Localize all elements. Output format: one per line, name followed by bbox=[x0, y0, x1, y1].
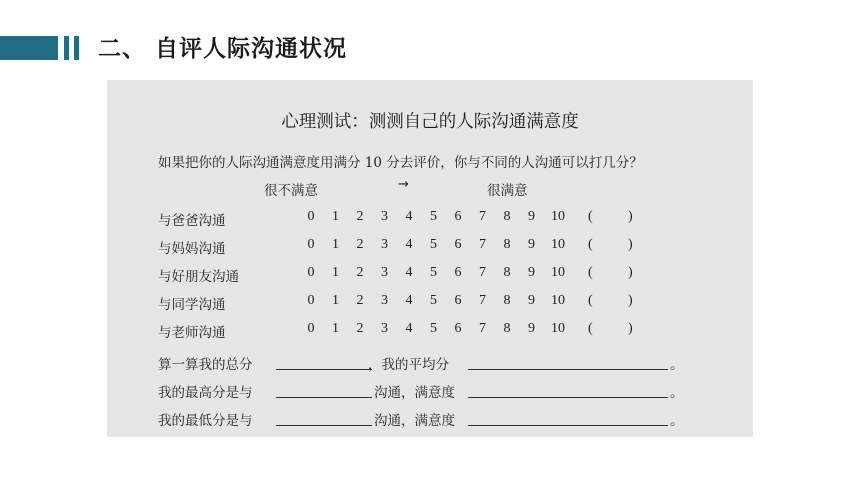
row-label: 与老师沟通 bbox=[158, 325, 226, 341]
score-option[interactable]: 1 bbox=[332, 293, 339, 308]
score-option[interactable]: 1 bbox=[332, 209, 339, 224]
score-option[interactable]: 6 bbox=[454, 321, 462, 336]
score-option[interactable]: 3 bbox=[381, 209, 388, 224]
score-option[interactable]: 1 bbox=[332, 321, 339, 336]
score-option[interactable]: 3 bbox=[381, 293, 388, 308]
score-option[interactable]: 9 bbox=[528, 209, 535, 224]
row-label: 与好朋友沟通 bbox=[158, 269, 239, 285]
header-accent-bar bbox=[0, 36, 58, 60]
score-option[interactable]: 10 bbox=[551, 237, 565, 252]
answer-paren-close: ) bbox=[628, 265, 633, 280]
average-label: ，我的平均分 bbox=[368, 357, 449, 373]
score-option[interactable]: 5 bbox=[430, 293, 437, 308]
score-option[interactable]: 6 bbox=[454, 237, 462, 252]
score-option[interactable]: 0 bbox=[307, 265, 315, 280]
score-option[interactable]: 6 bbox=[454, 293, 462, 308]
quiz-card bbox=[107, 80, 753, 437]
satisfaction-label: 沟通，满意度 bbox=[374, 413, 455, 429]
score-option[interactable]: 9 bbox=[528, 321, 535, 336]
score-option[interactable]: 7 bbox=[479, 265, 486, 280]
row-label: 与同学沟通 bbox=[158, 297, 226, 313]
score-option[interactable]: 4 bbox=[405, 265, 413, 280]
score-option[interactable]: 0 bbox=[307, 293, 315, 308]
scale-high-label: 很满意 bbox=[487, 183, 528, 199]
score-option[interactable]: 0 bbox=[307, 209, 315, 224]
score-option[interactable]: 5 bbox=[430, 209, 437, 224]
score-option[interactable]: 9 bbox=[528, 237, 535, 252]
score-option[interactable]: 7 bbox=[479, 237, 486, 252]
answer-paren-open: ( bbox=[588, 321, 593, 336]
lowest-satisfaction-blank[interactable] bbox=[468, 425, 668, 426]
score-option[interactable]: 8 bbox=[503, 209, 511, 224]
answer-paren-open: ( bbox=[588, 209, 593, 224]
answer-paren-close: ) bbox=[628, 321, 633, 336]
answer-paren-open: ( bbox=[588, 265, 593, 280]
score-option[interactable]: 4 bbox=[405, 209, 413, 224]
score-option[interactable]: 9 bbox=[528, 293, 535, 308]
total-score-blank[interactable] bbox=[276, 369, 372, 370]
score-option[interactable]: 5 bbox=[430, 321, 437, 336]
quiz-question: 如果把你的人际沟通满意度用满分 10 分去评价，你与不同的人沟通可以打几分？ bbox=[158, 155, 643, 171]
total-label: 算一算我的总分 bbox=[158, 357, 253, 373]
score-option[interactable]: 6 bbox=[454, 209, 462, 224]
answer-paren-close: ) bbox=[628, 209, 633, 224]
score-option[interactable]: 7 bbox=[479, 321, 486, 336]
score-option[interactable]: 8 bbox=[503, 321, 511, 336]
score-option[interactable]: 1 bbox=[332, 237, 339, 252]
score-option[interactable]: 1 bbox=[332, 265, 339, 280]
score-option[interactable]: 0 bbox=[307, 321, 315, 336]
highest-label: 我的最高分是与 bbox=[158, 385, 253, 401]
highest-person-blank[interactable] bbox=[276, 397, 372, 398]
row-label: 与妈妈沟通 bbox=[158, 241, 226, 257]
answer-paren-open: ( bbox=[588, 237, 593, 252]
score-option[interactable]: 6 bbox=[454, 265, 462, 280]
score-option[interactable]: 2 bbox=[356, 237, 364, 252]
score-option[interactable]: 4 bbox=[405, 321, 413, 336]
lowest-label: 我的最低分是与 bbox=[158, 413, 253, 429]
score-option[interactable]: 10 bbox=[551, 321, 565, 336]
line-end: 。 bbox=[670, 413, 684, 429]
answer-paren-close: ) bbox=[628, 293, 633, 308]
score-option[interactable]: 3 bbox=[381, 237, 388, 252]
score-option[interactable]: 4 bbox=[405, 293, 413, 308]
score-option[interactable]: 3 bbox=[381, 265, 388, 280]
line-end: 。 bbox=[670, 385, 684, 401]
score-option[interactable]: 7 bbox=[479, 209, 486, 224]
score-option[interactable]: 8 bbox=[503, 237, 511, 252]
score-option[interactable]: 5 bbox=[430, 237, 437, 252]
score-option[interactable]: 2 bbox=[356, 293, 364, 308]
section-title: 二、 自评人际沟通状况 bbox=[98, 36, 348, 62]
satisfaction-label: 沟通，满意度 bbox=[374, 385, 455, 401]
score-option[interactable]: 9 bbox=[528, 265, 535, 280]
score-option[interactable]: 8 bbox=[503, 293, 511, 308]
score-option[interactable]: 2 bbox=[356, 209, 364, 224]
score-option[interactable]: 2 bbox=[356, 321, 364, 336]
scale-low-label: 很不满意 bbox=[264, 183, 318, 199]
score-option[interactable]: 0 bbox=[307, 237, 315, 252]
score-option[interactable]: 10 bbox=[551, 293, 565, 308]
score-option[interactable]: 2 bbox=[356, 265, 364, 280]
score-option[interactable]: 10 bbox=[551, 209, 565, 224]
score-option[interactable]: 7 bbox=[479, 293, 486, 308]
row-label: 与爸爸沟通 bbox=[158, 213, 226, 229]
scale-arrow: → bbox=[398, 177, 409, 192]
quiz-title: 心理测试：测测自己的人际沟通满意度 bbox=[281, 112, 579, 132]
score-option[interactable]: 10 bbox=[551, 265, 565, 280]
score-option[interactable]: 8 bbox=[503, 265, 511, 280]
line-end: 。 bbox=[670, 357, 684, 373]
score-option[interactable]: 5 bbox=[430, 265, 437, 280]
answer-paren-close: ) bbox=[628, 237, 633, 252]
score-option[interactable]: 3 bbox=[381, 321, 388, 336]
header-stripe bbox=[64, 36, 69, 60]
highest-satisfaction-blank[interactable] bbox=[468, 397, 668, 398]
score-option[interactable]: 4 bbox=[405, 237, 413, 252]
average-score-blank[interactable] bbox=[468, 369, 668, 370]
answer-paren-open: ( bbox=[588, 293, 593, 308]
header-stripe bbox=[74, 36, 79, 60]
lowest-person-blank[interactable] bbox=[276, 425, 372, 426]
